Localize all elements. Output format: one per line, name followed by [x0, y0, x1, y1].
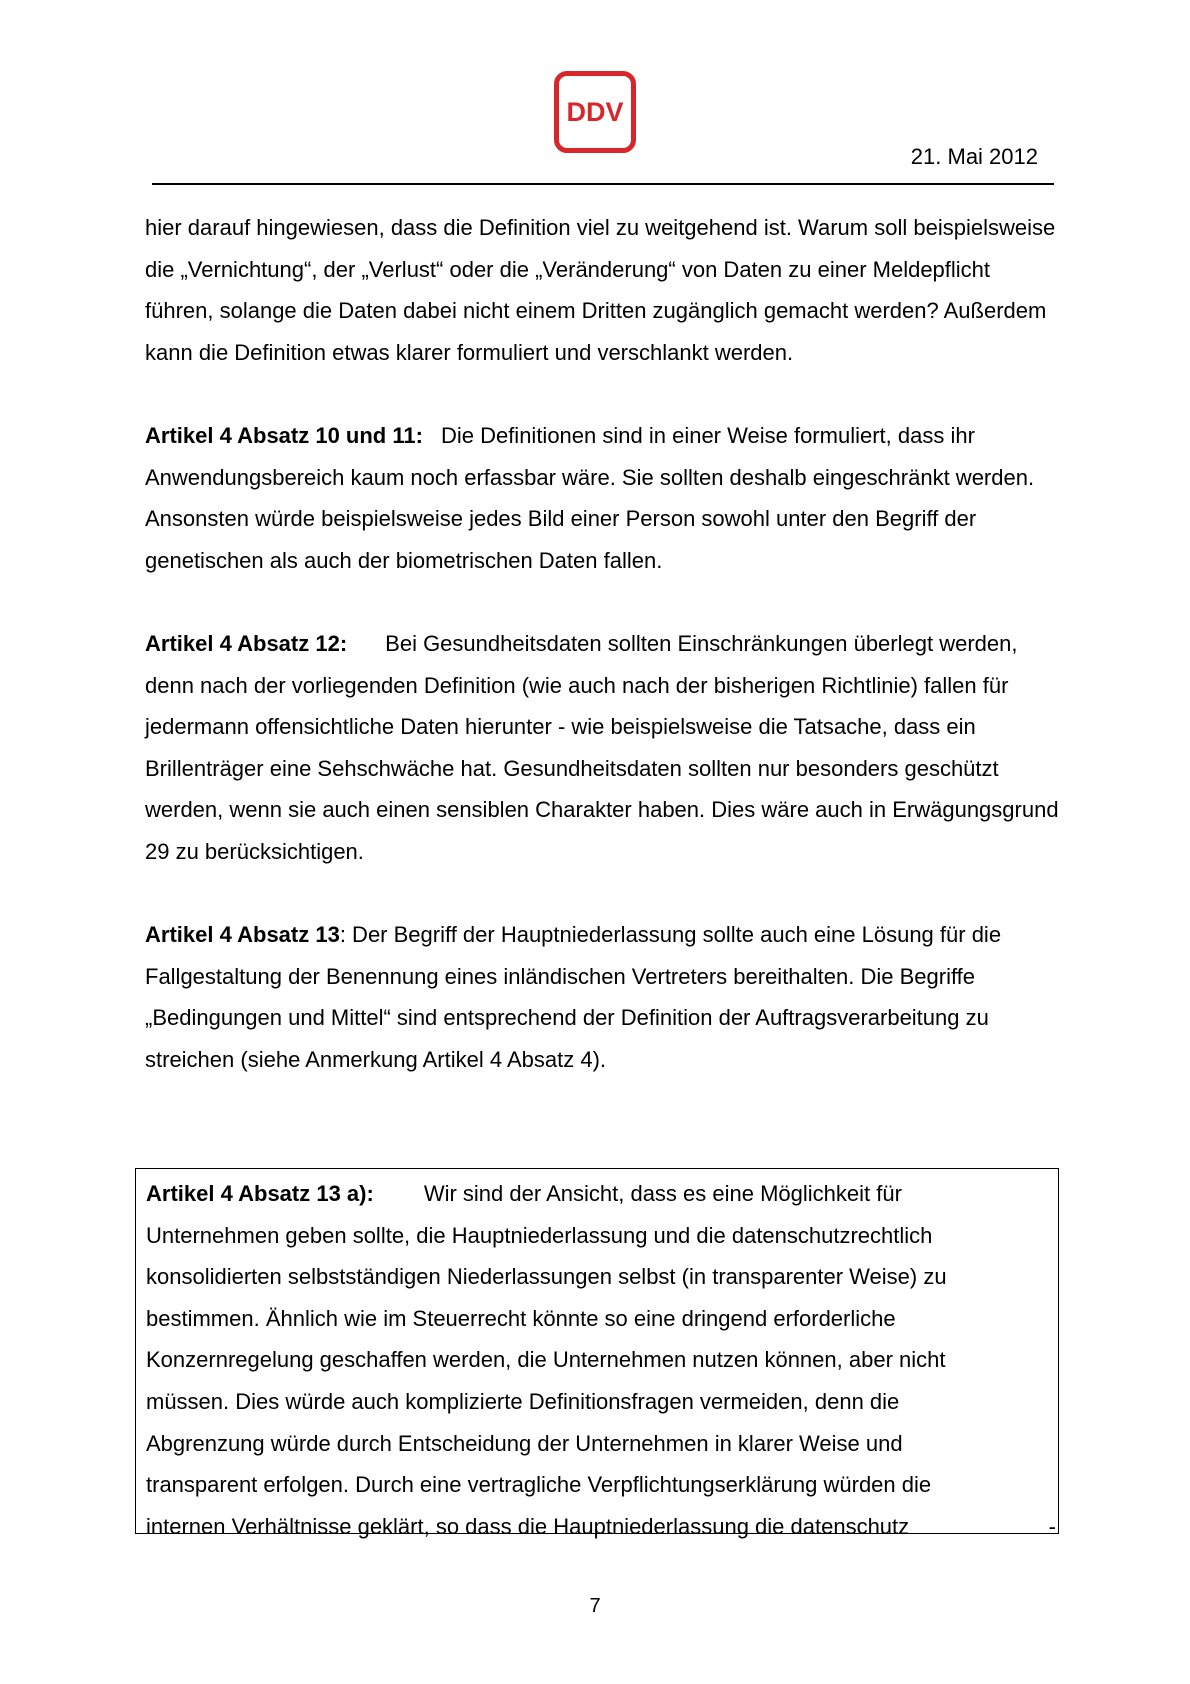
paragraph-heading: Artikel 4 Absatz 13 [145, 922, 340, 948]
boxed-line [146, 1173, 1050, 1215]
boxed-line: konsolidierten selbstständigen Niederlassungen selbst (in transparenter Weise) zu [146, 1264, 947, 1290]
header-divider [152, 183, 1054, 185]
page-number: 7 [589, 1595, 601, 1617]
boxed-line: Abgrenzung würde durch Entscheidung der Unternehmen in klarer Weise und [146, 1430, 903, 1456]
boxed-line: Konzernregelung geschaffen werden, die Unternehmen nutzen können, aber nicht [146, 1347, 946, 1373]
ddv-logo-mark [559, 76, 631, 148]
paragraph-text: Bei Gesundheitsdaten sollten Einschränkungen überlegt werden, denn nach der vorliegenden Definition (wie auch nach der bisherigen Richtlinie) fallen für jedermann offensichtliche Daten hierunter - wie beispielsweise die Tatsache, dass ein Brillenträger eine Sehschwäche hat. Gesundheitsdaten sollten nur besonders geschützt werden, wenn sie auch einen sensiblen Charakter haben. Dies wäre auch in Erwägungsgrund 29 zu berücksichtigen. [145, 630, 1059, 864]
boxed-line-text: internen Verhältnisse geklärt, so dass die Hauptniederlassung die datenschutz [146, 1513, 910, 1539]
paragraph-heading: Artikel 4 Absatz 12: [145, 630, 348, 656]
boxed-paragraph-art4-abs13a [135, 1168, 1059, 1539]
boxed-line: bestimmen. Ähnlich wie im Steuerrecht könnte so eine dringend erforderliche [146, 1305, 896, 1331]
document-date: 21. Mai 2012 [910, 144, 1038, 169]
paragraph-art4-abs10-11 [145, 415, 1060, 581]
paragraph-text: : Der Begriff der Hauptniederlassung sollte auch eine Lösung für die Fallgestaltung der Benennung eines inländischen Vertreters bereithalten. Die Begriffe „Bedingungen und Mittel“ sind entsprechend der Definition der Auftragsverarbeitung zu streichen (siehe Anmerkung Artikel 4 Absatz 4). [145, 922, 1002, 1072]
paragraph-intro [145, 207, 1060, 373]
paragraph-heading: Artikel 4 Absatz 13 a): [146, 1181, 374, 1206]
line-hyphen: - [1048, 1513, 1056, 1539]
paragraph-heading: Artikel 4 Absatz 10 und 11: [145, 422, 423, 448]
boxed-line-text: Wir sind der Ansicht, dass es eine Möglichkeit für [423, 1181, 902, 1206]
logo-text: DDV [566, 97, 624, 127]
paragraph-art4-abs13 [145, 914, 1060, 1080]
ddv-logo [554, 71, 636, 153]
boxed-line: müssen. Dies würde auch komplizierte Definitionsfragen vermeiden, denn die [146, 1388, 900, 1414]
paragraph-art4-abs12 [145, 623, 1060, 873]
boxed-line: transparent erfolgen. Durch eine vertragliche Verpflichtungserklärung würden die [146, 1472, 932, 1498]
boxed-line: Unternehmen geben sollte, die Hauptniederlassung und die datenschutzrechtlich [146, 1222, 933, 1248]
document-body [145, 207, 1060, 1122]
paragraph-text: hier darauf hingewiesen, dass die Definition viel zu weitgehend ist. Warum soll beispielsweise die „Vernichtung“, der „Verlust“ oder die „Veränderung“ von Daten zu einer Meldepflicht führen, solange die Daten dabei nicht einem Dritten zugänglich gemacht werden? Außerdem kann die Definition etwas klarer formuliert und verschlankt werden. [145, 215, 1056, 365]
paragraph-text: Die Definitionen sind in einer Weise formuliert, dass ihr Anwendungsbereich kaum noch erfassbar wäre. Sie sollten deshalb eingeschränkt werden. Ansonsten würde beispielsweise jedes Bild einer Person sowohl unter den Begriff der genetischen als auch der biometrischen Daten fallen. [145, 422, 1035, 573]
boxed-line-last [146, 1506, 1056, 1548]
